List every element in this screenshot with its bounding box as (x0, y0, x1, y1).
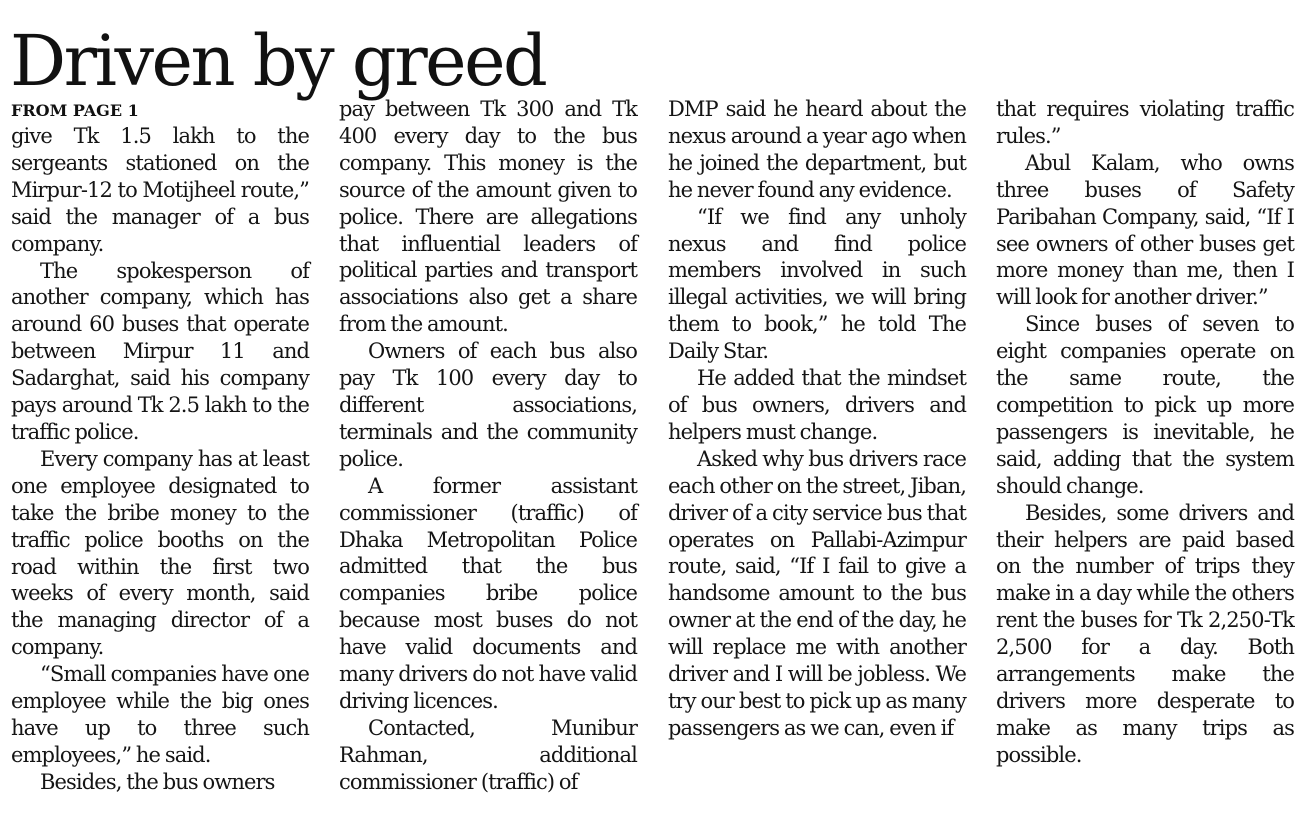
article-column-4 (996, 96, 1294, 769)
paragraph: give Tk 1.5 lakh to the sergeants stationed on the Mirpur-12 to Motijheel route,” said the manager of a bus company. (11, 124, 309, 256)
article-column-2 (339, 96, 637, 796)
paragraph: that requires violating traffic rules.” (996, 97, 1294, 148)
paragraph: A former assistant commissioner (traffic) of Dhaka Metropolitan Police admitted that the bus companies bribe police because most buses do not have valid documents and many drivers do not have valid driving licences. (339, 473, 637, 713)
paragraph: Besides, some drivers and their helpers are paid based on the number of trips they make in a day while the others rent the buses for Tk 2,250-Tk 2,500 for a day. Both arrangements make the drivers more desperate to make as many trips as possible. (996, 500, 1294, 767)
paragraph: He added that the mindset of bus owners, drivers and helpers must change. (668, 366, 966, 444)
paragraph: Contacted, Munibur Rahman, additional commissioner (traffic) of (339, 715, 637, 794)
paragraph: “Small companies have one employee while the big ones have up to three such employees,” he said. (11, 662, 309, 767)
paragraph: Besides, the bus owners (40, 769, 275, 794)
paragraph: DMP said he heard about the nexus around a year ago when he joined the department, but he never found any evidence. (668, 97, 966, 202)
jump-label: FROM PAGE 1 (11, 101, 139, 120)
article-column-3 (668, 96, 966, 742)
paragraph: “If we find any unholy nexus and find police members involved in such illegal activities, we will bring them to book,” he told The Daily Star. (668, 204, 966, 364)
paragraph: pay between Tk 300 and Tk 400 every day to the bus company. This money is the source of the amount given to police. There are allegations that influential leaders of political parties and transport associations also get a share from the amount. (339, 97, 637, 337)
paragraph: Every company has at least one employee designated to take the bribe money to the traffic police booths on the road within the first two weeks of every month, said the managing director of a company. (11, 446, 309, 660)
paragraph: Owners of each bus also pay Tk 100 every day to different associations, terminals and the community police. (339, 339, 637, 471)
paragraph: Since buses of seven to eight companies operate on the same route, the competition to pick up more passengers is inevitable, he said, adding that the system should change. (996, 312, 1294, 498)
paragraph: Abul Kalam, who owns three buses of Safety Paribahan Company, said, “If I see owners of other buses get more money than me, then I will look for another driver.” (996, 150, 1294, 310)
paragraph: Asked why bus drivers race each other on the street, Jiban, driver of a city service bus that operates on Pallabi-Azimpur route, said, “If I fail to give a handsome amount to the bus owner at the end of the day, he will replace me with another driver and I will be jobless. We try our best to pick up as many passengers as we can, even if (668, 446, 966, 740)
headline: Driven by greed (10, 20, 546, 102)
article-column-1 (11, 123, 309, 796)
paragraph: The spokesperson of another company, which has around 60 buses that operate between Mirpur 11 and Sadarghat, said his company pays around Tk 2.5 lakh to the traffic police. (11, 258, 309, 444)
